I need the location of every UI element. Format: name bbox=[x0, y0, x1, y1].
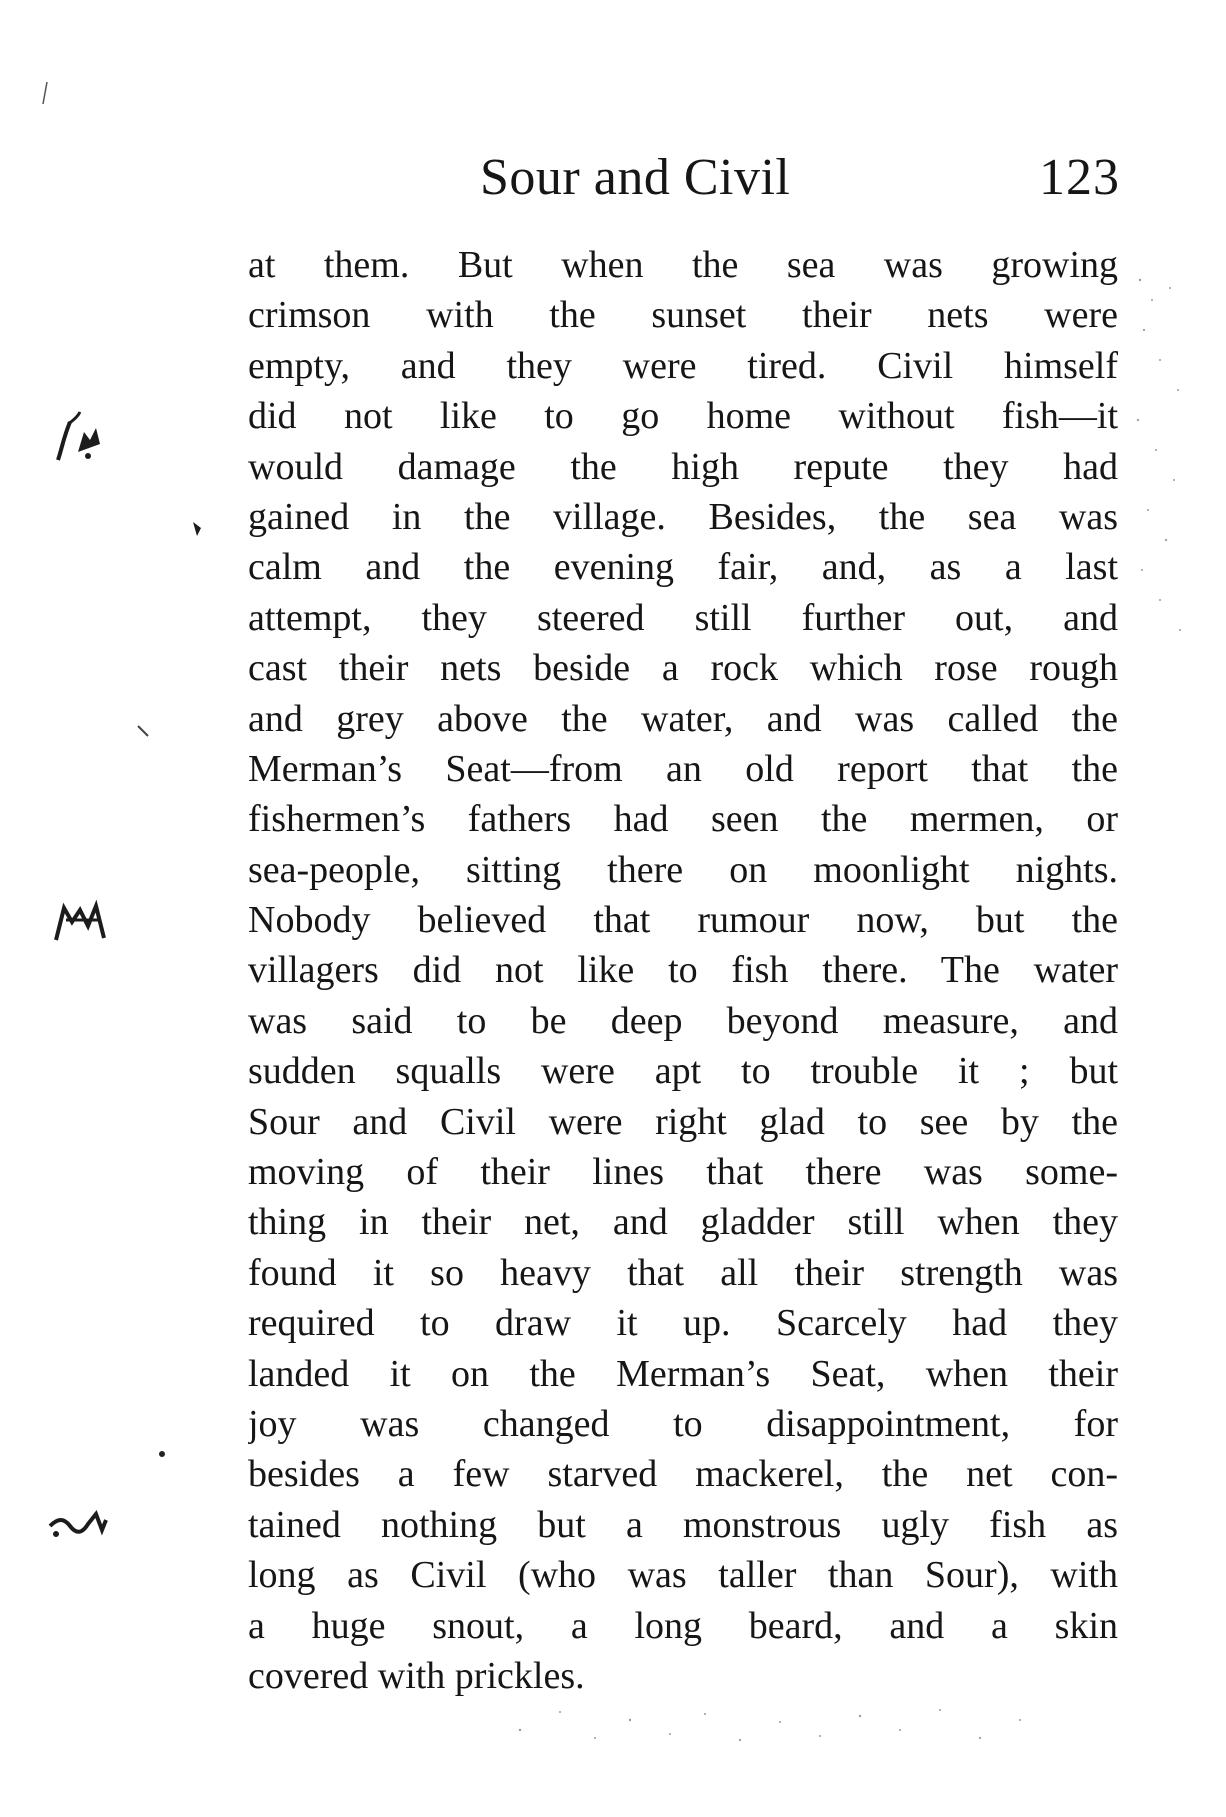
text-line: long as Civil (who was taller than Sour), with bbox=[248, 1554, 1118, 1597]
scan-noise bbox=[1130, 270, 1190, 650]
text-line: gained in the village. Besides, the sea was bbox=[248, 495, 1118, 538]
text-line: Nobody believed that rumour now, but the bbox=[248, 899, 1118, 942]
text-line: attempt, they steered still further out, and bbox=[248, 596, 1118, 639]
scan-noise bbox=[500, 1700, 1060, 1750]
margin-flourish-icon bbox=[46, 1510, 110, 1544]
margin-tick-icon bbox=[136, 724, 150, 738]
text-line: would damage the high repute they had bbox=[248, 445, 1118, 488]
text-line: a huge snout, a long beard, and a skin bbox=[248, 1604, 1118, 1647]
page-number: 123 bbox=[1039, 149, 1120, 206]
text-line: cast their nets beside a rock which rose rough bbox=[248, 647, 1118, 690]
text-line: did not like to go home without fish—it bbox=[248, 395, 1118, 438]
text-line: Sour and Civil were right glad to see by the bbox=[248, 1100, 1118, 1143]
text-line: sea-people, sitting there on moonlight nights. bbox=[248, 848, 1118, 891]
text-line: landed it on the Merman’s Seat, when their bbox=[248, 1352, 1118, 1395]
margin-flourish-icon bbox=[52, 900, 112, 946]
text-line: found it so heavy that all their strength was bbox=[248, 1251, 1118, 1294]
text-line: tained nothing but a monstrous ugly fish as bbox=[248, 1503, 1118, 1546]
text-line: empty, and they were tired. Civil himself bbox=[248, 344, 1118, 387]
running-head bbox=[480, 148, 1120, 218]
text-line: thing in their net, and gladder still when they bbox=[248, 1201, 1118, 1244]
text-line: joy was changed to disappointment, for bbox=[248, 1402, 1118, 1445]
margin-dot-icon bbox=[158, 1450, 166, 1458]
text-line: covered with prickles. bbox=[248, 1654, 585, 1697]
text-line: required to draw it up. Scarcely had they bbox=[248, 1302, 1118, 1345]
text-line: moving of their lines that there was some- bbox=[248, 1151, 1118, 1194]
text-line: calm and the evening fair, and, as a last bbox=[248, 546, 1118, 589]
text-line: fishermen’s fathers had seen the mermen, or bbox=[248, 798, 1118, 841]
body-text bbox=[248, 240, 1118, 1701]
text-line: at them. But when the sea was growing bbox=[248, 244, 1118, 286]
text-line: Merman’s Seat—from an old report that the bbox=[248, 747, 1118, 790]
text-line: villagers did not like to fish there. The water bbox=[248, 949, 1118, 992]
running-title: Sour and Civil bbox=[480, 149, 791, 206]
text-line: sudden squalls were apt to trouble it ; but bbox=[248, 1050, 1118, 1093]
text-line: besides a few starved mackerel, the net con- bbox=[248, 1453, 1118, 1496]
text-line: was said to be deep beyond measure, and bbox=[248, 999, 1118, 1042]
margin-dot-icon bbox=[190, 520, 204, 538]
text-line: crimson with the sunset their nets were bbox=[248, 294, 1118, 337]
text-line: and grey above the water, and was called the bbox=[248, 697, 1118, 740]
margin-flourish-icon bbox=[48, 410, 108, 466]
margin-tick-icon bbox=[40, 80, 50, 106]
